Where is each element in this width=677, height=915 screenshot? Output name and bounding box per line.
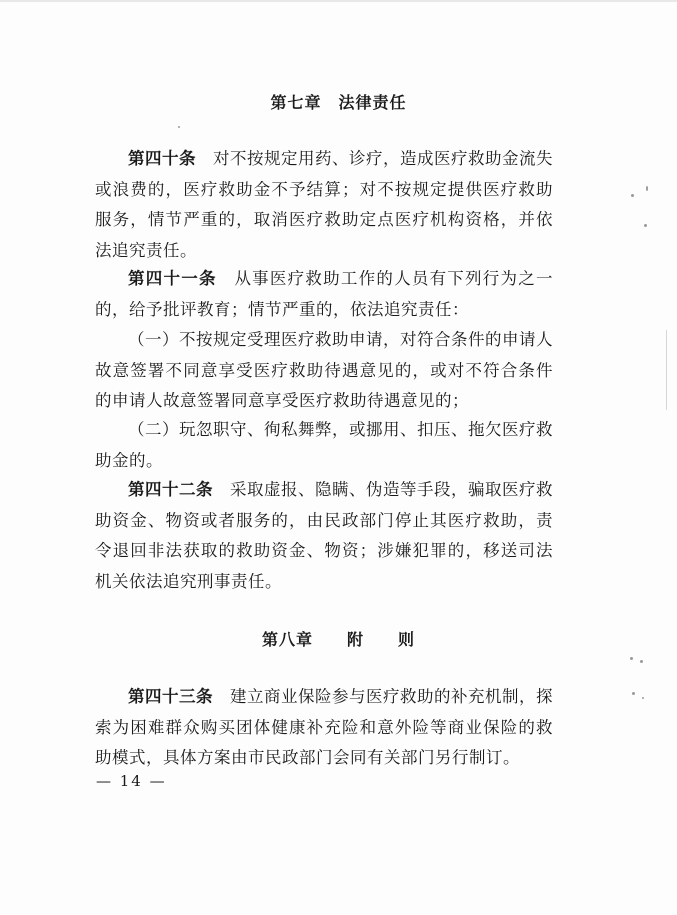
article-43-paragraph: [95, 682, 553, 774]
article-41-paragraph: [95, 264, 553, 325]
article-41-item-1: （一）不按规定受理医疗救助申请，对符合条件的申请人故意签署不同意享受医疗救助待遇意见的，或对不符合条件的申请人故意签署同意享受医疗救助待遇意见的；: [95, 330, 553, 410]
scan-edge-mark: [666, 330, 667, 410]
page-number: — 14 —: [96, 772, 167, 790]
article-40-label: 第四十条: [128, 149, 196, 168]
article-40-text: 对不按规定用药、诊疗，造成医疗救助金流失或浪费的，医疗救助金不予结算；对不按规定提供医疗救助服务，情节严重的，取消医疗救助定点医疗机构资格，并依法追究责任。: [95, 149, 553, 260]
scan-speck: [646, 186, 648, 191]
article-42-paragraph: [95, 475, 553, 597]
scan-top-edge: [0, 0, 677, 2]
scan-speck: [632, 692, 635, 695]
article-41-text: 从事医疗救助工作的人员有下列行为之一的，给予批评教育；情节严重的，依法追究责任：: [95, 269, 554, 319]
article-42-label: 第四十二条: [128, 480, 213, 499]
chapter-seven-title: 第七章 法律责任: [270, 93, 407, 112]
article-43-text: 建立商业保险参与医疗救助的补充机制，探索为困难群众购买团体健康补充险和意外险等商业保险的救助模式，具体方案由市民政部门会同有关部门另行制订。: [95, 687, 553, 767]
scan-speck: [640, 660, 643, 663]
article-43-label: 第四十三条: [128, 687, 213, 706]
chapter-eight-title: 第八章 附 则: [261, 630, 415, 649]
article-40-paragraph: [95, 144, 553, 266]
scan-speck: [644, 224, 647, 227]
article-42-text: 采取虚报、隐瞒、伪造等手段，骗取医疗救助资金、物资或者服务的，由民政部门停止其医疗救助，责令退回非法获取的救助资金、物资；涉嫌犯罪的，移送司法机关依法追究刑事责任。: [95, 480, 553, 591]
scan-speck: [631, 194, 634, 197]
scan-speck: [642, 697, 644, 699]
scan-speck: [178, 126, 180, 128]
article-41-label: 第四十一条: [128, 269, 217, 288]
scan-speck: [630, 657, 633, 660]
article-41-item-2: （二）玩忽职守、徇私舞弊，或挪用、扣压、拖欠医疗救助金的。: [95, 420, 553, 470]
